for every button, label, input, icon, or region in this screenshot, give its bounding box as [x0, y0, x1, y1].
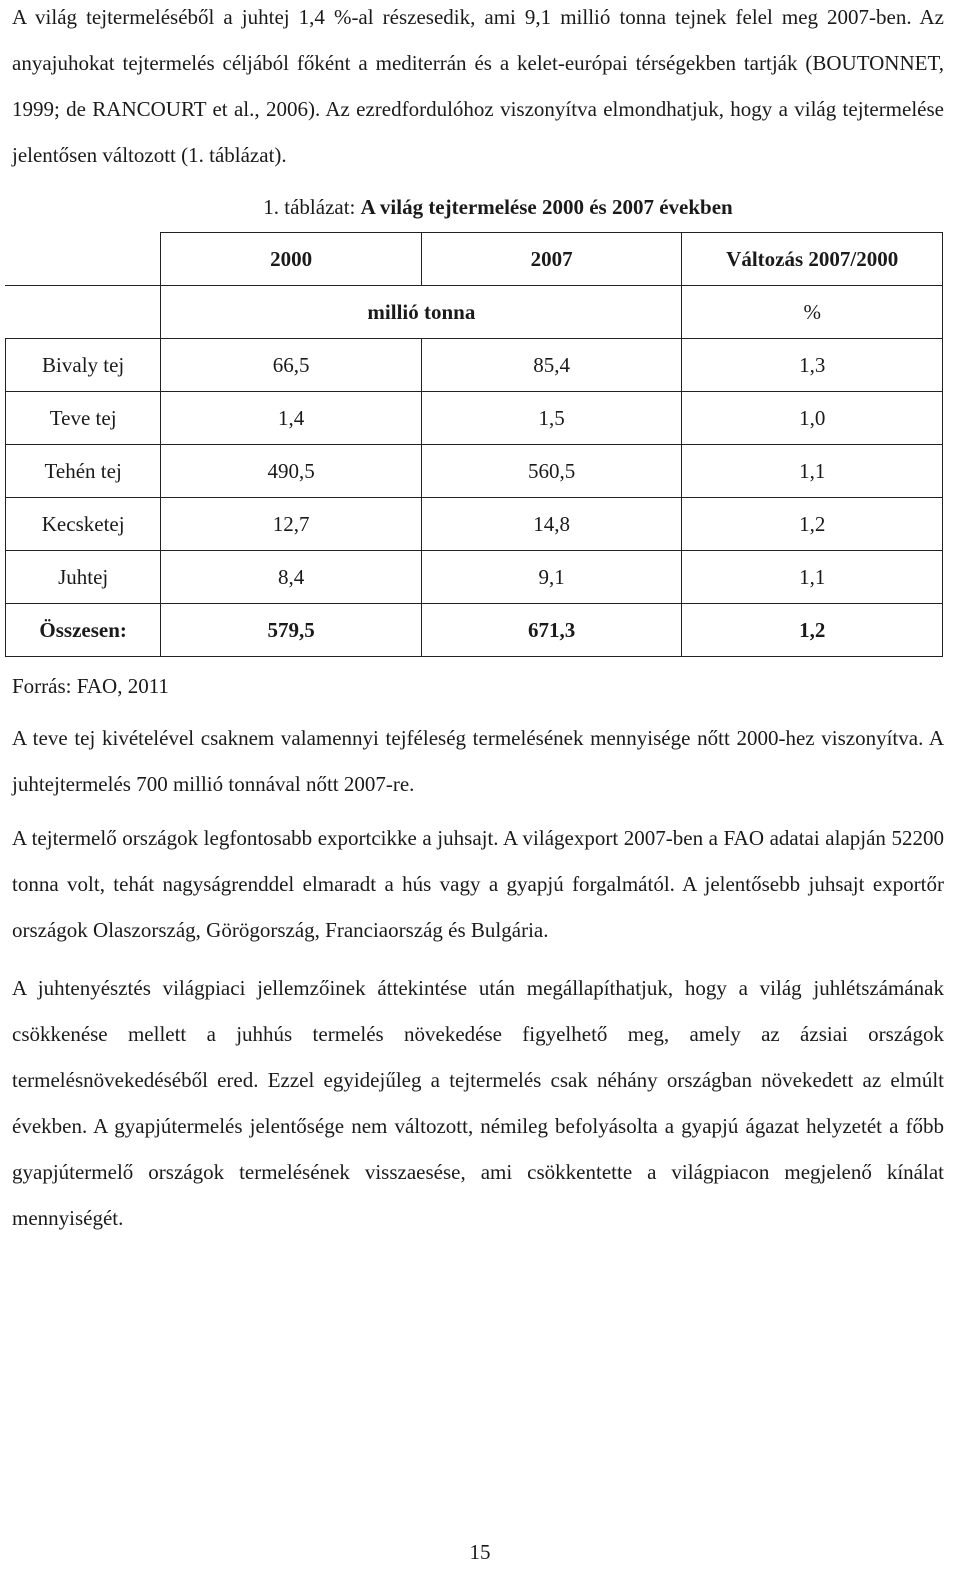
row-label: Teve tej	[6, 392, 161, 445]
value-2007: 9,1	[421, 551, 682, 604]
milk-production-table	[5, 232, 943, 657]
value-2000: 66,5	[161, 339, 422, 392]
intro-paragraph: A világ tejtermeléséből a juhtej 1,4 %-al részesedik, ami 9,1 millió tonna tejnek felel meg 2007-ben. Az anyajuhokat tejtermelés céljából főként a mediterrán és a kelet-európai térségekben tartják (BOUTONNET, 1999; de RANCOURT et al., 2006). Az ezredfordulóhoz viszonyítva elmondhatjuk, hogy a világ tejtermelése jelentősen változott (1. táblázat).	[12, 5, 944, 167]
total-2007: 671,3	[421, 604, 682, 657]
table-row	[6, 392, 943, 445]
row-label: Bivaly tej	[6, 339, 161, 392]
paragraph-summary: A juhtenyésztés világpiaci jellemzőinek áttekintése után megállapíthatjuk, hogy a világ juhlétszámának csökkenése mellett a juhhús termelés növekedése figyelhető meg, amely az ázsiai országok termelésnövekedéséből ered. Ezzel egyidejűleg a tejtermelés csak néhány országban növekedett az elmúlt években. A gyapjútermelés jelentősége nem változott, némileg befolyásolta a gyapjú ágazat helyzetét a főbb gyapjútermelő országok termelésének visszaesése, ami csökkentette a világpiacon megjelenő kínálat mennyiségét.	[12, 976, 944, 1230]
value-2007: 1,5	[421, 392, 682, 445]
total-change: 1,2	[682, 604, 943, 657]
table-caption	[52, 194, 944, 220]
header-corner-cell	[6, 233, 161, 286]
table-source: Forrás: FAO, 2011	[12, 674, 169, 698]
header-2007: 2007	[421, 233, 682, 286]
value-2000: 1,4	[161, 392, 422, 445]
header-2000: 2000	[161, 233, 422, 286]
table-header-row	[6, 233, 943, 286]
table-row	[6, 551, 943, 604]
units-million-tonnes: millió tonna	[161, 286, 682, 339]
table-row	[6, 339, 943, 392]
value-2000: 12,7	[161, 498, 422, 551]
total-label: Összesen:	[6, 604, 161, 657]
table-row	[6, 498, 943, 551]
total-2000: 579,5	[161, 604, 422, 657]
page-number: 15	[469, 1540, 491, 1564]
value-change: 1,3	[682, 339, 943, 392]
units-corner-cell	[6, 286, 161, 339]
row-label: Kecsketej	[6, 498, 161, 551]
value-2007: 560,5	[421, 445, 682, 498]
value-change: 1,1	[682, 551, 943, 604]
table-total-row	[6, 604, 943, 657]
paragraph-cheese-export: A tejtermelő országok legfontosabb exportcikke a juhsajt. A világexport 2007-ben a FAO adatai alapján 52200 tonna volt, tehát nagyságrenddel elmaradt a hús vagy a gyapjú forgalmától. A jelentősebb juhsajt exportőr országok Olaszország, Görögország, Franciaország és Bulgária.	[12, 826, 944, 942]
table-caption-title: A világ tejtermelése 2000 és 2007 években	[360, 195, 733, 219]
document-page	[12, 0, 944, 1241]
value-change: 1,1	[682, 445, 943, 498]
row-label: Juhtej	[6, 551, 161, 604]
table-units-row	[6, 286, 943, 339]
value-2000: 8,4	[161, 551, 422, 604]
value-change: 1,0	[682, 392, 943, 445]
units-percent: %	[682, 286, 943, 339]
row-label: Tehén tej	[6, 445, 161, 498]
table-row	[6, 445, 943, 498]
value-change: 1,2	[682, 498, 943, 551]
value-2000: 490,5	[161, 445, 422, 498]
value-2007: 14,8	[421, 498, 682, 551]
paragraph-milk-growth: A teve tej kivételével csaknem valamennyi tejféleség termelésének mennyisége nőtt 2000-hez viszonyítva. A juhtejtermelés 700 millió tonnával nőtt 2007-re.	[12, 726, 944, 796]
value-2007: 85,4	[421, 339, 682, 392]
table-caption-prefix: 1. táblázat:	[263, 195, 361, 219]
header-change: Változás 2007/2000	[682, 233, 943, 286]
